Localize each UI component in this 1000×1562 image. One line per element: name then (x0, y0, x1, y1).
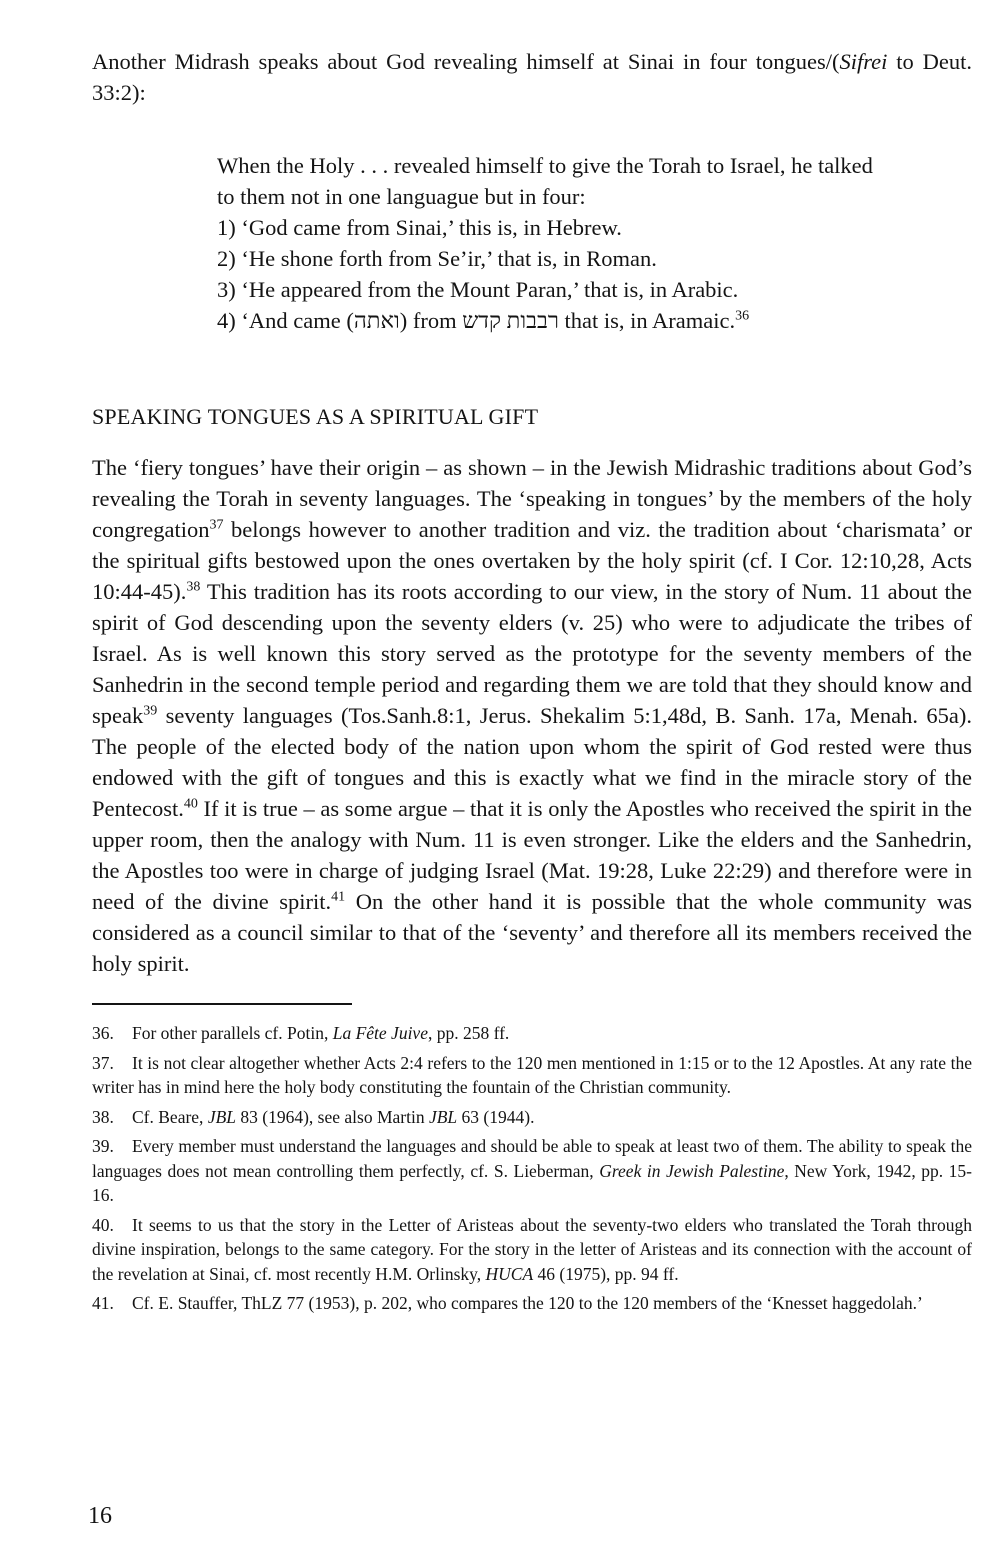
footnote-ref-40: 40 (183, 796, 198, 812)
intro-paragraph (92, 46, 972, 108)
footnote-37: 37. It is not clear altogether whether Acts 2:4 refers to the 120 men mentioned in 1:15 or to the 12 Apostles. At any rate the writer has in mind here the holy body constituting the fountain of the Christian community. (92, 1052, 972, 1097)
quote-line-1: When the Holy . . . revealed himself to give the Torah to Israel, he talked (217, 153, 873, 178)
footnote-ref-41: 41 (331, 889, 346, 905)
intro-text: Another Midrash speaks about God revealing himself at Sinai in four tongues/( (92, 49, 840, 74)
section-paragraph: The ‘fiery tongues’ have their origin – as shown – in the Jewish Midrashic traditions about God’s revealing the Torah in seventy languages. The ‘speaking in tongues’ by the members of the holy congregation$^{37}$ belongs however to another tradition and viz. the tradition about ‘charismata’ or the spiritual gifts bestowed upon the ones overtaken by the holy spirit (cf. I Cor. 12:10,28, Acts 10:44-45).$^{38}$ This tradition has its roots according to our view, in the story of Num. 11 about the spirit of God descending upon the seventy elders (v. 25) who were to adjudicate the tribes of Israel. As is well known this story served as the prototype for the seventy members of the Sanhedrin in the second temple period and regarding them we are told that they should know and speak$^{39}$ seventy languages (Tos.Sanh.8:1, Jerus. Shekalim 5:1,48d, B. Sanh. 17a, Menah. 65a). The people of the elected body of the nation upon whom the spirit of God rested were thus endowed with the gift of tongues and this is exactly what we find in the miracle story of the Pentecost.$^{40}$ If it is true – as some argue – that it is only the Apostles who received the spirit in the upper room, then the analogy with Num. 11 is even stronger. Like the elders and the Sanhedrin, the Apostles too were in charge of judging Israel (Mat. 19:28, Luke 22:29) and therefore were in need of the divine spirit.$^{41}$ On the other hand it is possible that the whole community was considered as a council similar to that of the ‘seventy’ and therefore all its members received the holy spirit. (92, 455, 972, 976)
intro-source: Sifrei (839, 49, 888, 74)
footnote-ref-36: 36 (735, 308, 750, 324)
footnote-divider (92, 1003, 352, 1005)
footnote-38: 38. Cf. Beare, JBL 83 (1964), see also Martin JBL 63 (1944). (92, 1106, 535, 1127)
footnote-40: 40. It seems to us that the story in the Letter of Aristeas about the seventy-two elders who translated the Torah through divine inspiration, belongs to the same category. For the story in the letter of Aristeas and its connection with the account of the revelation at Sinai, cf. most recently H.M. Orlinsky, HUCA 46 (1975), pp. 94 ff. (92, 1214, 972, 1284)
footnote-ref-37: 37 (209, 517, 224, 533)
quote-line-3: 1) ‘God came from Sinai,’ this is, in Hebrew. (217, 215, 622, 240)
page-number: 16 (88, 1503, 112, 1529)
footnote-41: 41. Cf. E. Stauffer, ThLZ 77 (1953), p. 202, who compares the 120 to the 120 members of the ‘Knesset haggedolah.’ (92, 1293, 923, 1313)
footnote-39: 39. Every member must understand the languages and should be able to speak at least two of them. The ability to speak the languages does not mean controlling them perfectly, cf. S. Lieberman, Greek in Jewish Palestine, New York, 1942, pp. 15-16. (92, 1136, 973, 1205)
intro-text-after: to Deut. 33:2): (92, 49, 972, 105)
footnote-ref-38: 38 (186, 579, 201, 595)
quote-line-2: to them not in one languague but in four: (217, 184, 586, 209)
quote-line-4: 2) ‘He shone forth from Se’ir,’ that is, in Roman. (217, 246, 657, 271)
quote-line-5: 3) ‘He appeared from the Mount Paran,’ that is, in Arabic. (217, 277, 739, 302)
page (92, 38, 972, 1321)
hebrew-word-veata: ואתה (353, 308, 400, 333)
footnote-36: 36. For other parallels cf. Potin, La Fête Juive, pp. 258 ff. (92, 1023, 510, 1043)
block-quote (217, 150, 972, 336)
quote-line-6: 4) ‘And came (ואתה) from רבבות קדש that is, in Aramaic.$^{36}$ (217, 308, 750, 333)
footnote-ref-39: 39 (143, 703, 158, 719)
section-heading: SPEAKING TONGUES AS A SPIRITUAL GIFT (92, 404, 539, 429)
hebrew-phrase-rivvot-kodesh: רבבות קדש (462, 308, 559, 333)
footnotes (92, 1021, 972, 1316)
